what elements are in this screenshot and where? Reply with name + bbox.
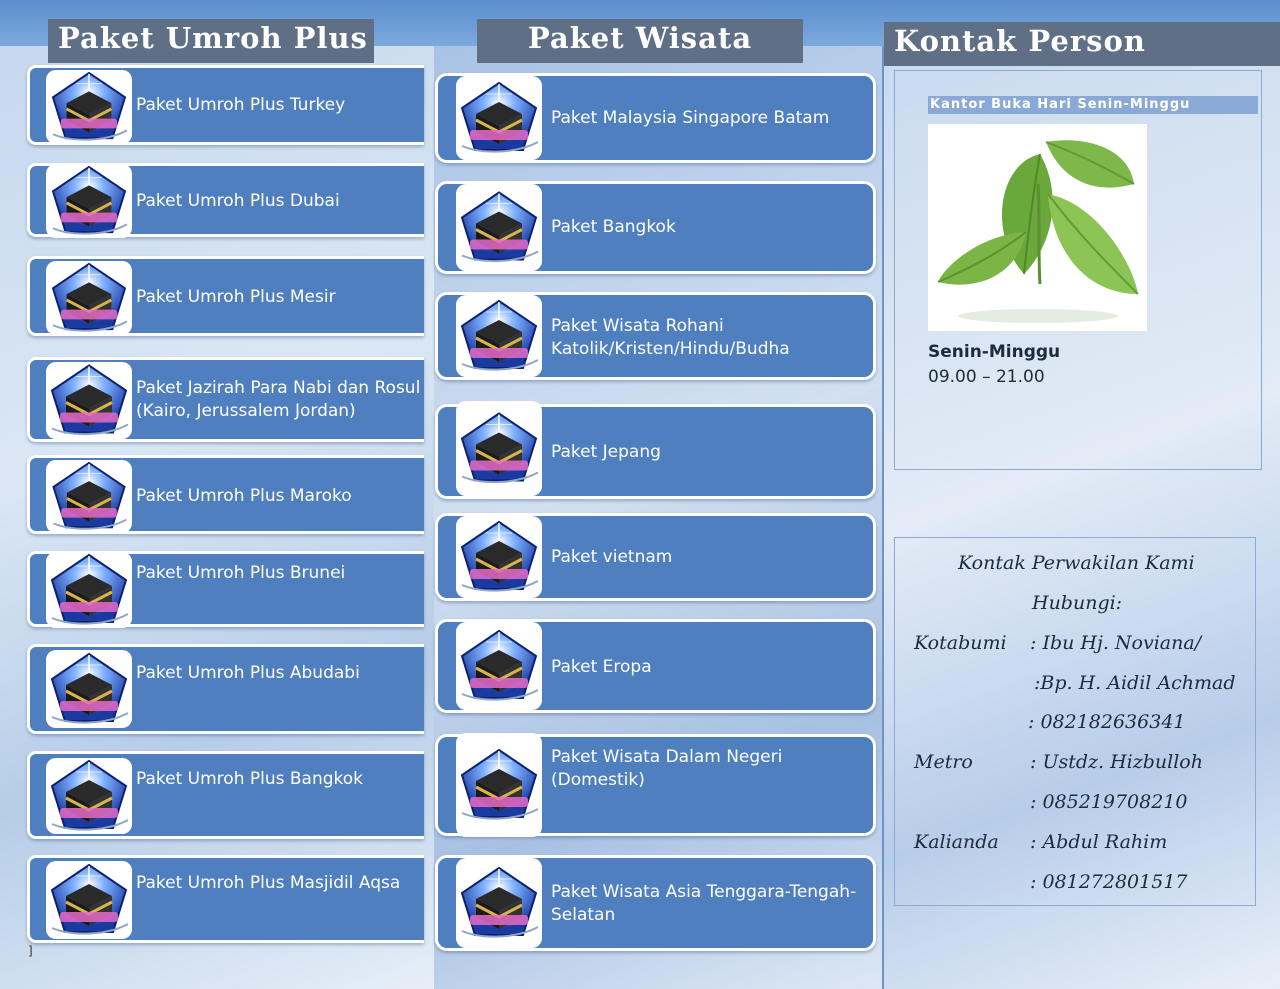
kaaba-logo-icon bbox=[46, 460, 132, 533]
office-hours: 09.00 – 21.00 bbox=[928, 367, 1045, 387]
wisata-item-asia-tenggara[interactable] bbox=[435, 855, 876, 951]
metro-phone[interactable]: : 085219708210 bbox=[1030, 791, 1188, 813]
contacts-subtitle: Hubungi: bbox=[1032, 592, 1123, 614]
kotabumi-label: Kotabumi bbox=[914, 632, 1007, 654]
contacts-title: Kontak Perwakilan Kami bbox=[958, 552, 1195, 574]
metro-contact: : Ustdz. Hizbulloh bbox=[1030, 751, 1203, 773]
umroh-item-maroko[interactable] bbox=[27, 455, 424, 534]
umroh-item-bangkok[interactable] bbox=[27, 751, 424, 839]
kaaba-logo-icon bbox=[46, 70, 132, 144]
kaaba-logo-icon bbox=[456, 76, 542, 160]
kaaba-logo-icon bbox=[46, 261, 132, 335]
metro-label: Metro bbox=[914, 751, 973, 773]
footer-mark: ] bbox=[28, 944, 33, 958]
kaaba-logo-icon bbox=[456, 858, 542, 948]
kaaba-logo-icon bbox=[456, 733, 542, 837]
umroh-heading: Paket Umroh Plus bbox=[48, 19, 374, 63]
wisata-item-bangkok[interactable] bbox=[435, 181, 876, 274]
umroh-item-masjidil-aqsa[interactable] bbox=[27, 855, 424, 943]
office-banner: Kantor Buka Hari Senin-Minggu bbox=[928, 96, 1258, 114]
item-label: Paket Malaysia Singapore Batam bbox=[551, 108, 830, 128]
kaaba-logo-icon bbox=[46, 758, 132, 834]
wisata-item-vietnam[interactable] bbox=[435, 513, 876, 601]
item-label: Paket Umroh Plus Turkey bbox=[136, 95, 346, 115]
kalianda-label: Kalianda bbox=[914, 831, 999, 853]
umroh-item-brunei[interactable] bbox=[27, 551, 424, 627]
kaaba-logo-icon bbox=[456, 401, 542, 496]
wisata-item-eropa[interactable] bbox=[435, 619, 876, 713]
kotabumi-contact-2: :Bp. H. Aidil Achmad bbox=[1034, 672, 1236, 694]
item-label: Paket Umroh Plus Maroko bbox=[136, 486, 352, 506]
kaaba-logo-icon bbox=[46, 362, 132, 439]
basil-leaves-photo bbox=[928, 124, 1147, 331]
kaaba-logo-icon bbox=[456, 184, 542, 271]
item-label: Paket Umroh Plus Brunei bbox=[136, 563, 346, 583]
item-label: Paket Umroh Plus Abudabi bbox=[136, 663, 360, 683]
kaaba-logo-icon bbox=[46, 650, 132, 728]
kotabumi-contact-1: : Ibu Hj. Noviana/ bbox=[1030, 632, 1202, 654]
kaaba-logo-icon bbox=[46, 861, 132, 939]
wisata-item-rohani[interactable] bbox=[435, 292, 876, 380]
item-label: Paket Umroh Plus Masjidil Aqsa bbox=[136, 873, 401, 893]
item-label: Paket Wisata Rohani Katolik/Kristen/Hindu/Budha bbox=[551, 316, 790, 359]
wisata-item-jepang[interactable] bbox=[435, 404, 876, 499]
umroh-item-dubai[interactable] bbox=[27, 163, 424, 237]
item-label: Paket Jepang bbox=[551, 442, 661, 462]
item-label: Paket vietnam bbox=[551, 547, 673, 567]
wisata-item-malaysia[interactable] bbox=[435, 73, 876, 163]
kaaba-logo-icon bbox=[456, 622, 542, 710]
office-days: Senin-Minggu bbox=[928, 342, 1061, 362]
item-label: Paket Umroh Plus Mesir bbox=[136, 287, 336, 307]
item-label: Paket Umroh Plus Bangkok bbox=[136, 769, 364, 789]
item-label: Paket Umroh Plus Dubai bbox=[136, 191, 340, 211]
item-label: Paket Wisata Dalam Negeri (Domestik) bbox=[551, 747, 783, 790]
kotabumi-phone[interactable]: : 082182636341 bbox=[1028, 711, 1186, 733]
umroh-item-jazirah[interactable] bbox=[27, 357, 424, 442]
kontak-heading: Kontak Person bbox=[884, 22, 1280, 66]
kalianda-contact: : Abdul Rahim bbox=[1030, 831, 1168, 853]
wisata-item-domestik[interactable] bbox=[435, 734, 876, 836]
wisata-heading: Paket Wisata bbox=[477, 19, 803, 63]
item-label: Paket Jazirah Para Nabi dan Rosul (Kairo, Jerussalem Jordan) bbox=[136, 378, 421, 421]
kaaba-logo-icon bbox=[456, 516, 542, 598]
item-label: Paket Bangkok bbox=[551, 217, 676, 237]
umroh-item-abudabi[interactable] bbox=[27, 644, 424, 734]
kaaba-logo-icon bbox=[46, 552, 132, 628]
kaaba-logo-icon bbox=[456, 295, 542, 377]
umroh-item-turkey[interactable] bbox=[27, 65, 424, 145]
item-label: Paket Wisata Asia Tenggara-Tengah- Selatan bbox=[551, 882, 857, 925]
umroh-item-mesir[interactable] bbox=[27, 256, 424, 336]
kaaba-logo-icon bbox=[46, 164, 132, 238]
kalianda-phone[interactable]: : 081272801517 bbox=[1030, 871, 1188, 893]
item-label: Paket Eropa bbox=[551, 657, 652, 677]
